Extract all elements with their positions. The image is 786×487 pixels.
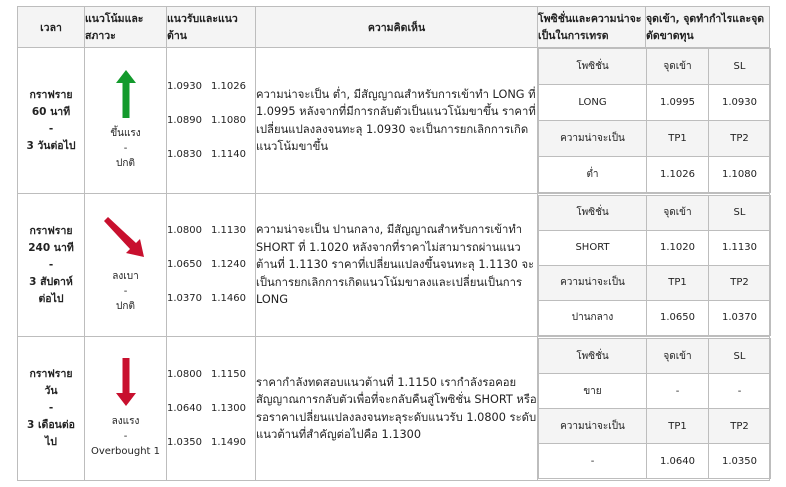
level-pair — [167, 358, 255, 392]
timeframe-line: - — [48, 258, 54, 271]
timeframe-line: กราฟราย — [29, 368, 73, 380]
timeframe-line: 3 สัปดาห์ — [29, 275, 73, 288]
grid-value: 1.0650 — [647, 300, 709, 335]
grid-value: SHORT — [539, 230, 647, 265]
timeframe-line: 3 เดือนต่อ — [27, 419, 75, 431]
grid-label: ความน่าจะเป็น — [539, 121, 647, 157]
grid-label: จุดเข้า — [647, 339, 709, 374]
resistance-level: 1.1240 — [211, 259, 246, 270]
grid-value: 1.1080 — [709, 157, 771, 193]
grid-label: โพซิชั่น — [539, 339, 647, 374]
levels-cell — [167, 194, 256, 337]
trend-label: ปกติ — [116, 300, 135, 312]
level-pair — [167, 138, 255, 172]
grid-label: จุดเข้า — [647, 195, 709, 230]
position-grid-cell — [538, 337, 770, 481]
resistance-level: 1.1026 — [211, 80, 246, 92]
grid-row — [539, 265, 771, 300]
timeframe-line: กราฟราย — [29, 224, 73, 237]
timeframe-cell — [18, 337, 85, 481]
timeframe-cell — [18, 194, 85, 337]
timeframe-line: ต่อไป — [38, 292, 64, 305]
grid-value: 1.1026 — [647, 157, 709, 193]
header-trend: แนวโน้มและสภาวะ — [85, 7, 167, 48]
resistance-level: 1.1460 — [211, 293, 246, 304]
timeframe-line: ไป — [45, 436, 57, 448]
header-time: เวลา — [18, 7, 85, 48]
timeframe-line: 60 นาที — [31, 105, 71, 118]
grid-label: SL — [709, 195, 771, 230]
grid-label: TP1 — [647, 121, 709, 157]
grid-row — [539, 49, 771, 85]
level-pair — [167, 282, 255, 316]
grid-label: โพซิชั่น — [539, 195, 647, 230]
grid-label: TP2 — [709, 121, 771, 157]
arrow-down-icon — [85, 358, 166, 406]
grid-value: - — [647, 374, 709, 409]
grid-row — [539, 157, 771, 193]
level-pair — [167, 214, 255, 248]
trend-cell — [85, 194, 167, 337]
grid-row — [539, 444, 771, 479]
comment-cell: ราคากำลังทดสอบแนวต้านที่ 1.1150 เรากำลังรอคอยสัญญาณการกลับตัวเพื่อที่จะกลับคืนสู่โพซิชั่น SHORT หรือรอราคาเปลี่ยนแปลงลงจนทะลุระดับแนวรับ 1.0800 ระดับแนวต้านที่สำคัญต่อไปคือ 1.1300 — [256, 337, 538, 481]
grid-row — [539, 374, 771, 409]
grid-row — [539, 195, 771, 230]
support-level: 1.0370 — [167, 293, 202, 304]
level-pair — [167, 248, 255, 282]
grid-value: ต่ำ — [539, 157, 647, 193]
support-level: 1.0640 — [167, 402, 202, 414]
header-entry: จุดเข้า, จุดทำกำไรและจุดตัดขาดทุน — [646, 7, 770, 48]
forecast-row — [18, 337, 770, 481]
header-levels: แนวรับและแนวต้าน — [167, 7, 256, 48]
resistance-level: 1.1080 — [211, 114, 246, 126]
grid-value: - — [539, 444, 647, 479]
forecast-row — [18, 194, 770, 337]
grid-value: 1.0640 — [647, 444, 709, 479]
grid-value: 1.0995 — [647, 85, 709, 121]
timeframe-line: วัน — [44, 385, 58, 397]
arrow-up-icon — [85, 70, 166, 118]
grid-label: SL — [709, 49, 771, 85]
timeframe-line: - — [48, 402, 54, 414]
trend-label: ลงเบา — [112, 270, 139, 282]
resistance-level: 1.1130 — [211, 225, 246, 236]
comment-cell: ความน่าจะเป็น ต่ำ, มีสัญญาณสำหรับการเข้าทำ LONG ที่ 1.0995 หลังจากที่มีการกลับตัวเป็นแนวโน้มขาขึ้น ราคาที่เปลี่ยนแปลงลงจนทะลุ 1.0930 จะเป็นการยกเลิกการเกิดแนวโน้มขาขึ้น — [256, 48, 538, 194]
resistance-level: 1.1140 — [211, 148, 246, 160]
header-comment: ความคิดเห็น — [256, 7, 538, 48]
timeframe-line: 240 นาที — [28, 241, 74, 254]
position-grid-cell — [538, 48, 770, 194]
level-pair — [167, 392, 255, 426]
grid-label: TP1 — [647, 265, 709, 300]
grid-row — [539, 85, 771, 121]
grid-row — [539, 121, 771, 157]
comment-cell: ความน่าจะเป็น ปานกลาง, มีสัญญาณสำหรับการเข้าทำ SHORT ที่ 1.1020 หลังจากที่ราคาไม่สามารถผ่านแนวต้านที่ 1.1130 ราคาที่เปลี่ยนแปลงขึ้นจนทะลุ 1.1130 จะเป็นการยกเลิกการเกิดแนวโน้มขาลงและเปลี่ยนเป็นการ LONG — [256, 194, 538, 337]
support-level: 1.0350 — [167, 436, 202, 448]
grid-value: 1.1020 — [647, 230, 709, 265]
arrow-down-right-icon — [85, 217, 166, 261]
grid-label: TP2 — [709, 265, 771, 300]
grid-row — [539, 339, 771, 374]
forecast-row — [18, 48, 770, 194]
grid-row — [539, 300, 771, 335]
position-grid — [538, 338, 771, 479]
grid-row — [539, 230, 771, 265]
levels-cell — [167, 337, 256, 481]
grid-row — [539, 409, 771, 444]
support-level: 1.0930 — [167, 80, 202, 92]
grid-value: - — [709, 374, 771, 409]
trend-label: - — [123, 431, 128, 442]
grid-value: 1.1130 — [709, 230, 771, 265]
position-grid-cell — [538, 194, 770, 337]
timeframe-line: - — [48, 122, 54, 135]
grid-label: โพซิชั่น — [539, 49, 647, 85]
trend-label: ขึ้นแรง — [110, 128, 141, 139]
grid-label: ความน่าจะเป็น — [539, 409, 647, 444]
grid-label: จุดเข้า — [647, 49, 709, 85]
grid-label: ความน่าจะเป็น — [539, 265, 647, 300]
timeframe-line: กราฟราย — [29, 88, 73, 101]
level-pair — [167, 104, 255, 138]
timeframe-cell — [18, 48, 85, 194]
grid-value: 1.0930 — [709, 85, 771, 121]
forecast-table — [17, 6, 770, 481]
trend-label: ลงแรง — [111, 416, 140, 427]
support-level: 1.0830 — [167, 148, 202, 160]
position-grid — [538, 48, 771, 193]
resistance-level: 1.1490 — [211, 436, 246, 448]
trend-label: ปกติ — [116, 158, 135, 169]
trend-label: - — [123, 143, 128, 154]
trend-label: Overbought 1 — [90, 446, 160, 457]
support-level: 1.0890 — [167, 114, 202, 126]
header-row — [18, 7, 770, 48]
grid-value: LONG — [539, 85, 647, 121]
grid-label: TP1 — [647, 409, 709, 444]
support-level: 1.0800 — [167, 368, 202, 380]
level-pair — [167, 70, 255, 104]
support-level: 1.0800 — [167, 225, 202, 236]
grid-label: TP2 — [709, 409, 771, 444]
resistance-level: 1.1300 — [211, 402, 246, 414]
resistance-level: 1.1150 — [211, 368, 246, 380]
grid-value: 1.0370 — [709, 300, 771, 335]
grid-value: ปานกลาง — [539, 300, 647, 335]
timeframe-line: 3 วันต่อไป — [26, 139, 76, 152]
grid-value: 1.0350 — [709, 444, 771, 479]
levels-cell — [167, 48, 256, 194]
trend-cell — [85, 337, 167, 481]
trend-label: - — [123, 285, 128, 297]
header-position: โพซิชั่นและความน่าจะเป็นในการเทรด — [538, 7, 646, 48]
grid-label: SL — [709, 339, 771, 374]
grid-value: ขาย — [539, 374, 647, 409]
support-level: 1.0650 — [167, 259, 202, 270]
trend-cell — [85, 48, 167, 194]
position-grid — [538, 195, 771, 336]
level-pair — [167, 426, 255, 460]
